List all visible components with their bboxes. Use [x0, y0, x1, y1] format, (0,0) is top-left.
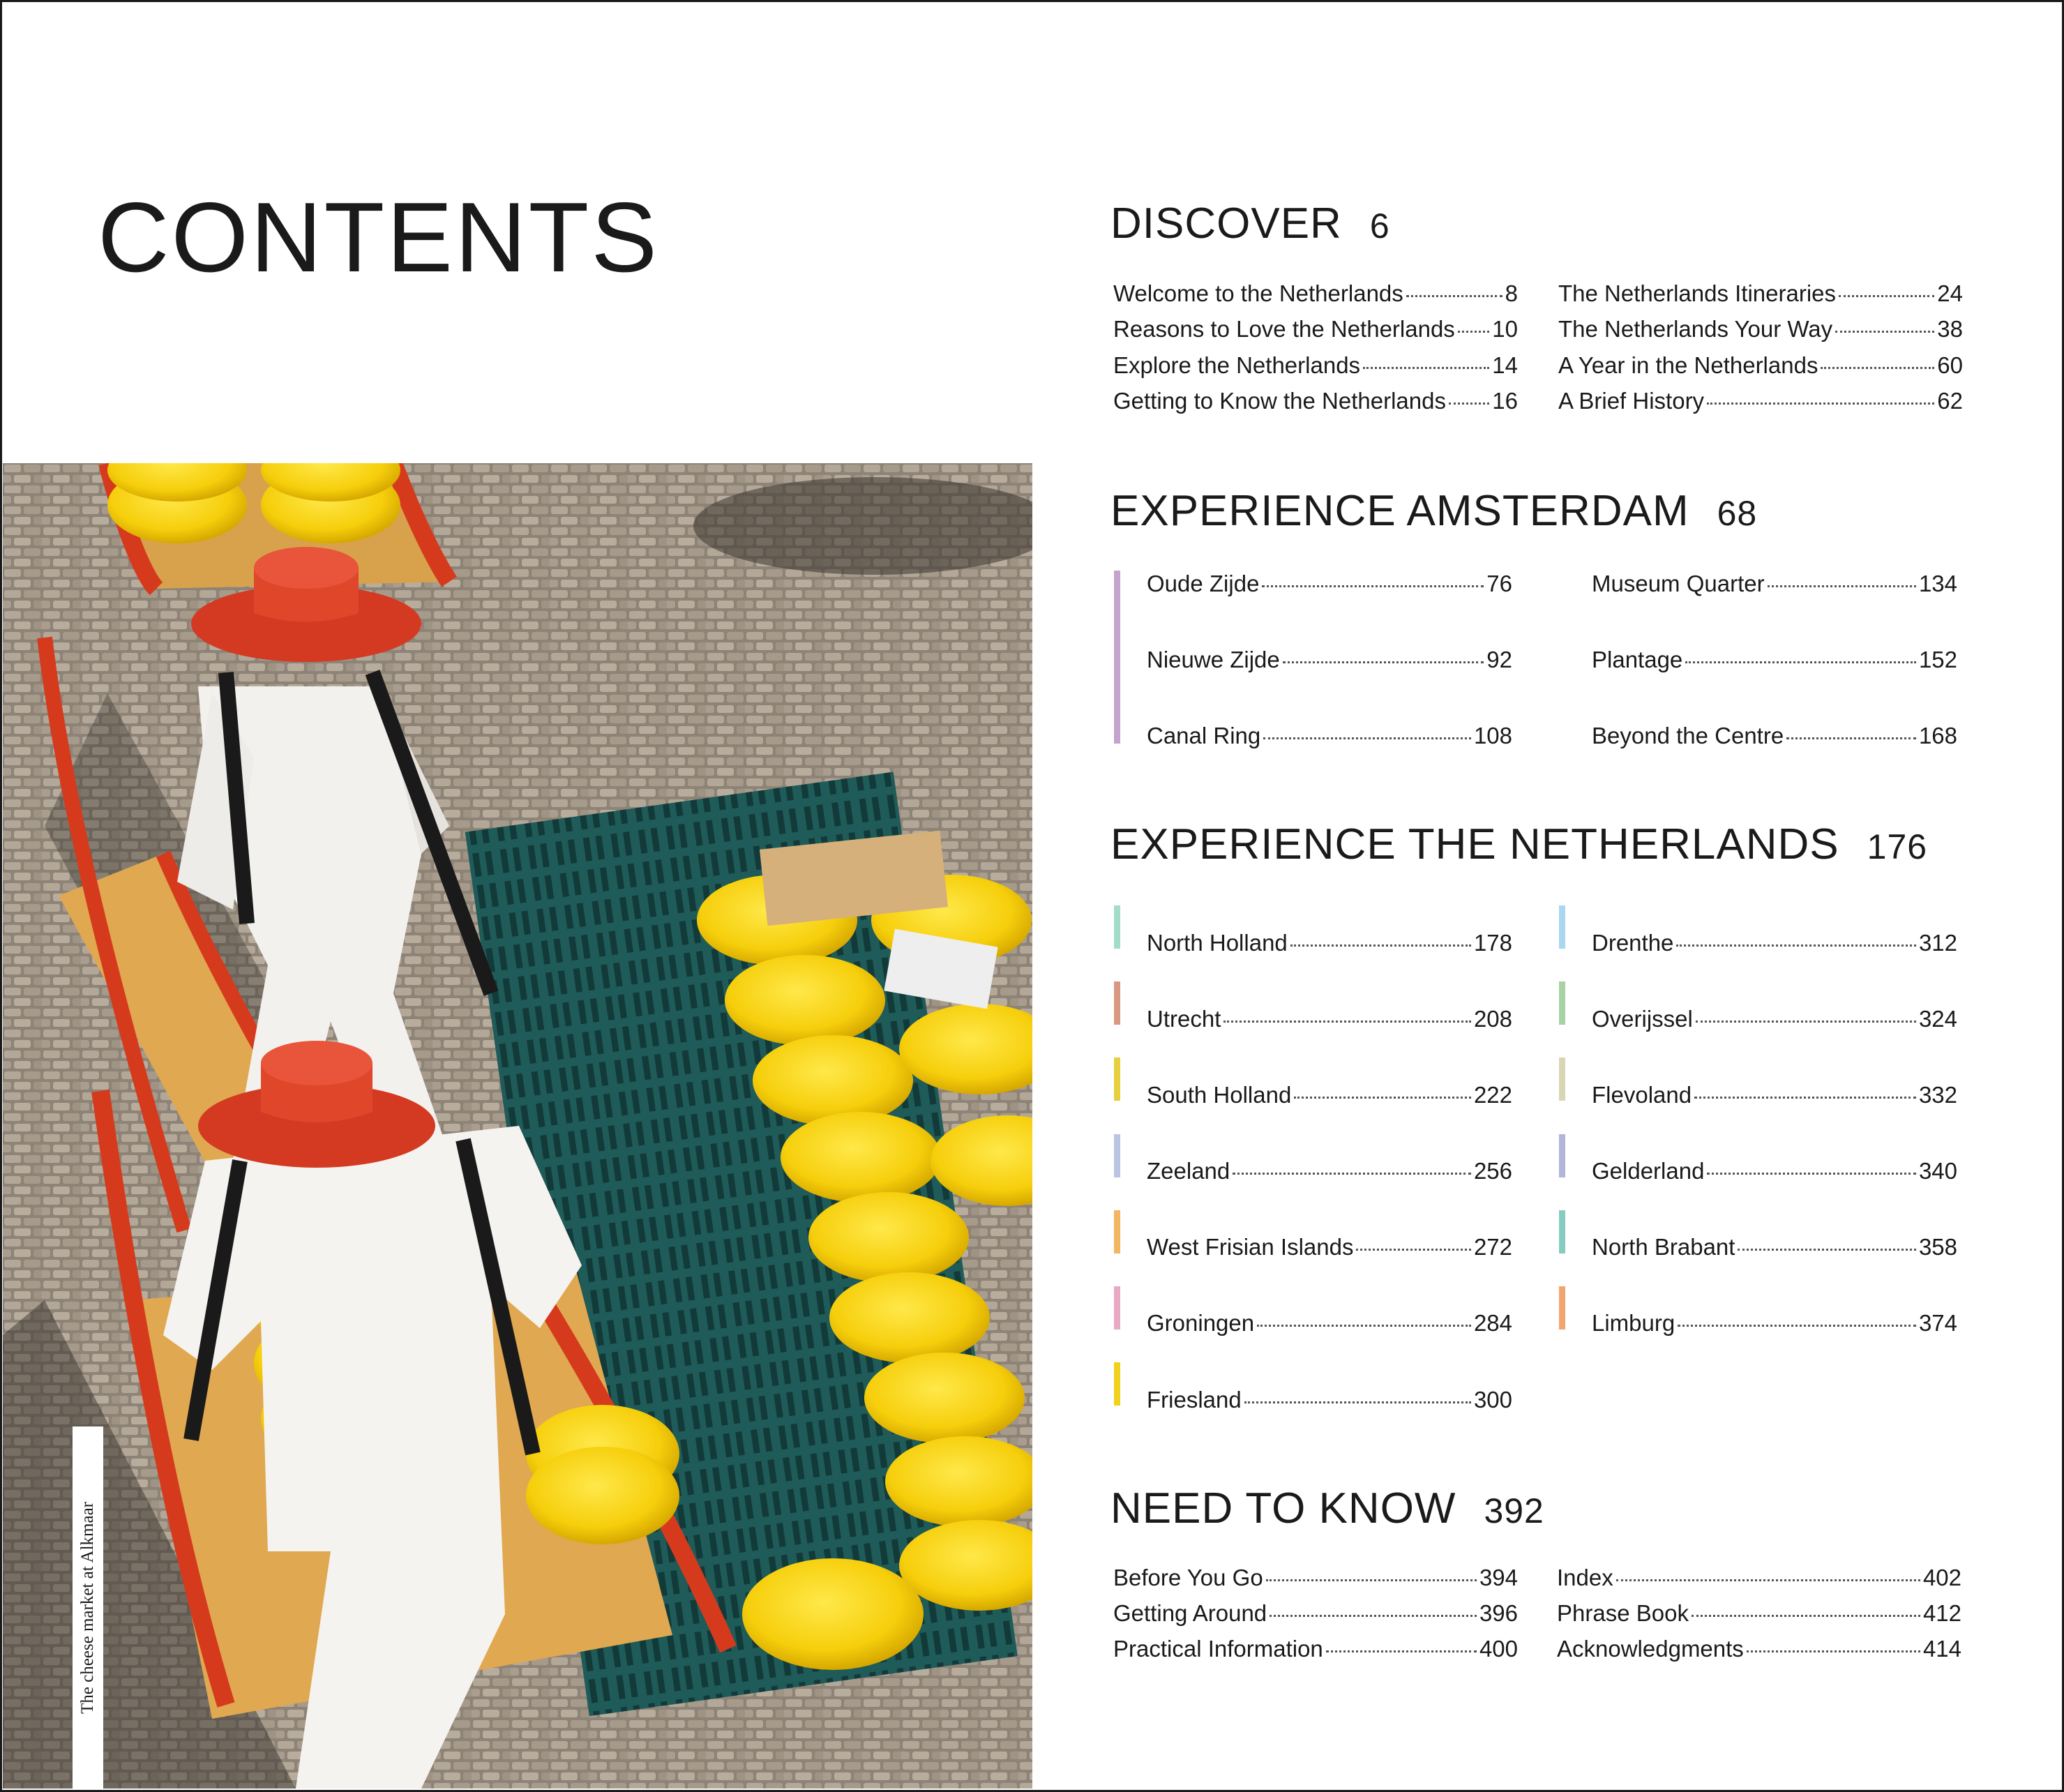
leader-dots	[1356, 1249, 1470, 1251]
section-netherlands-title: EXPERIENCE THE NETHERLANDS	[1110, 820, 1839, 868]
toc-entry-page: 272	[1473, 1234, 1512, 1260]
toc-entry-page: 358	[1918, 1234, 1957, 1260]
toc-entry-label: Explore the Netherlands	[1113, 352, 1361, 378]
toc-entry-page: 178	[1473, 930, 1512, 956]
toc-entry[interactable]	[1557, 1634, 1961, 1664]
toc-entry[interactable]	[1113, 314, 1518, 345]
toc-entry-label: Beyond the Centre	[1592, 723, 1784, 748]
leader-dots	[1262, 585, 1484, 587]
toc-entry-label: North Holland	[1147, 930, 1288, 956]
leader-dots	[1290, 944, 1471, 947]
south-holland-color-bar	[1114, 1057, 1120, 1101]
toc-entry-label: The Netherlands Your Way	[1558, 316, 1833, 342]
toc-entry-label: Overijssel	[1592, 1006, 1693, 1032]
leader-dots	[1821, 367, 1934, 369]
flevoland-color-bar	[1559, 1057, 1565, 1101]
toc-entry[interactable]	[1147, 1232, 1512, 1263]
amsterdam-color-bar	[1114, 571, 1120, 744]
leader-dots	[1263, 737, 1471, 739]
toc-entry-page: 10	[1492, 316, 1518, 342]
leader-dots	[1676, 944, 1916, 947]
limburg-color-bar	[1559, 1286, 1565, 1330]
toc-entry[interactable]	[1558, 314, 1963, 345]
overijssel-color-bar	[1559, 981, 1565, 1025]
toc-entry-label: Groningen	[1147, 1310, 1255, 1336]
toc-entry-label: Plantage	[1592, 647, 1683, 672]
leader-dots	[1458, 331, 1489, 333]
leader-dots	[1707, 1173, 1915, 1175]
toc-entry[interactable]	[1113, 278, 1518, 309]
toc-entry[interactable]	[1592, 1308, 1957, 1339]
toc-entry[interactable]	[1113, 350, 1518, 381]
toc-entry[interactable]	[1592, 928, 1957, 958]
toc-entry[interactable]	[1113, 386, 1518, 416]
toc-entry-page: 396	[1479, 1600, 1518, 1626]
toc-entry[interactable]	[1557, 1598, 1961, 1629]
leader-dots	[1223, 1021, 1471, 1023]
toc-entry-page: 168	[1918, 723, 1957, 748]
leader-dots	[1696, 1021, 1916, 1023]
toc-entry[interactable]	[1557, 1563, 1961, 1593]
toc-entry-label: North Brabant	[1592, 1234, 1735, 1260]
toc-entry-label: Index	[1557, 1565, 1613, 1590]
toc-entry-page: 76	[1486, 571, 1512, 596]
gelderland-color-bar	[1559, 1134, 1565, 1177]
toc-entry-label: A Brief History	[1558, 388, 1705, 414]
leader-dots	[1406, 295, 1502, 297]
toc-entry[interactable]	[1147, 1080, 1512, 1110]
toc-entry-page: 108	[1473, 723, 1512, 748]
toc-entry[interactable]	[1558, 278, 1963, 309]
leader-dots	[1707, 402, 1934, 405]
photo-caption: The cheese market at Alkmaar	[78, 1501, 97, 1715]
toc-entry[interactable]	[1592, 645, 1957, 675]
page-title: CONTENTS	[98, 182, 659, 293]
toc-entry[interactable]	[1592, 1156, 1957, 1187]
cheese-market-photo	[3, 463, 1032, 1789]
toc-entry-page: 332	[1918, 1082, 1957, 1108]
toc-entry-page: 8	[1505, 280, 1518, 306]
leader-dots	[1839, 295, 1934, 297]
toc-entry-page: 400	[1479, 1636, 1518, 1662]
leader-dots	[1685, 661, 1916, 663]
toc-entry-label: Friesland	[1147, 1387, 1242, 1413]
toc-entry[interactable]	[1592, 1004, 1957, 1034]
toc-entry-page: 152	[1918, 647, 1957, 672]
toc-entry[interactable]	[1147, 569, 1512, 599]
toc-entry-label: West Frisian Islands	[1147, 1234, 1354, 1260]
leader-dots	[1326, 1650, 1477, 1652]
drenthe-color-bar	[1559, 905, 1565, 949]
toc-entry-label: Getting Around	[1113, 1600, 1267, 1626]
toc-entry[interactable]	[1147, 721, 1512, 751]
leader-dots	[1449, 402, 1489, 405]
toc-entry-label: Phrase Book	[1557, 1600, 1689, 1626]
toc-entry-page: 60	[1937, 352, 1963, 378]
toc-entry-page: 402	[1922, 1565, 1961, 1590]
toc-entry-page: 208	[1473, 1006, 1512, 1032]
leader-dots	[1692, 1615, 1920, 1617]
toc-entry-page: 394	[1479, 1565, 1518, 1590]
toc-entry[interactable]	[1147, 645, 1512, 675]
toc-entry-label: Oude Zijde	[1147, 571, 1260, 596]
toc-entry-label: The Netherlands Itineraries	[1558, 280, 1837, 306]
toc-entry-label: Flevoland	[1592, 1082, 1692, 1108]
leader-dots	[1294, 1097, 1471, 1099]
toc-entry[interactable]	[1113, 1634, 1518, 1664]
leader-dots	[1768, 585, 1916, 587]
leader-dots	[1363, 367, 1489, 369]
toc-entry[interactable]	[1147, 1004, 1512, 1034]
toc-entry-label: Reasons to Love the Netherlands	[1113, 316, 1455, 342]
leader-dots	[1747, 1650, 1920, 1652]
toc-entry[interactable]	[1592, 569, 1957, 599]
toc-entry-page: 16	[1492, 388, 1518, 414]
leader-dots	[1694, 1097, 1916, 1099]
toc-entry-label: A Year in the Netherlands	[1558, 352, 1818, 378]
section-amsterdam-heading	[1110, 487, 1758, 535]
toc-entry-label: Limburg	[1592, 1310, 1675, 1336]
section-discover-heading	[1110, 199, 1390, 248]
toc-entry[interactable]	[1592, 1232, 1957, 1263]
toc-entry-label: Drenthe	[1592, 930, 1674, 956]
leader-dots	[1270, 1615, 1477, 1617]
toc-entry-label: Practical Information	[1113, 1636, 1323, 1662]
toc-entry[interactable]	[1147, 928, 1512, 958]
section-need-to-know-page: 392	[1484, 1491, 1544, 1530]
section-netherlands-heading	[1110, 820, 1928, 868]
cheese-market-illustration	[3, 463, 1032, 1789]
zeeland-color-bar	[1114, 1134, 1120, 1177]
toc-entry-page: 256	[1473, 1158, 1512, 1184]
toc-entry[interactable]	[1558, 386, 1963, 416]
toc-entry-page: 412	[1922, 1600, 1961, 1626]
toc-entry[interactable]	[1113, 1598, 1518, 1629]
leader-dots	[1266, 1579, 1477, 1581]
toc-entry-page: 222	[1473, 1082, 1512, 1108]
leader-dots	[1283, 661, 1484, 663]
section-need-to-know-heading	[1110, 1484, 1544, 1533]
leader-dots	[1678, 1325, 1916, 1327]
toc-entry[interactable]	[1113, 1563, 1518, 1593]
toc-entry-page: 92	[1486, 647, 1512, 672]
toc-entry[interactable]	[1147, 1156, 1512, 1187]
toc-entry-page: 24	[1937, 280, 1963, 306]
section-need-to-know-title: NEED TO KNOW	[1110, 1484, 1456, 1533]
toc-entry-label: Getting to Know the Netherlands	[1113, 388, 1446, 414]
toc-entry-label: Gelderland	[1592, 1158, 1705, 1184]
leader-dots	[1233, 1173, 1471, 1175]
toc-entry-page: 414	[1922, 1636, 1961, 1662]
toc-entry-page: 340	[1918, 1158, 1957, 1184]
utrecht-color-bar	[1114, 981, 1120, 1025]
toc-entry[interactable]	[1558, 350, 1963, 381]
section-amsterdam-title: EXPERIENCE AMSTERDAM	[1110, 487, 1689, 535]
toc-entry[interactable]	[1147, 1308, 1512, 1339]
toc-entry-label: Zeeland	[1147, 1158, 1230, 1184]
toc-entry-page: 324	[1918, 1006, 1957, 1032]
toc-entry-page: 374	[1918, 1310, 1957, 1336]
toc-entry-label: Before You Go	[1113, 1565, 1263, 1590]
toc-entry-label: Museum Quarter	[1592, 571, 1765, 596]
section-discover-page: 6	[1369, 206, 1390, 246]
north-brabant-color-bar	[1559, 1210, 1565, 1253]
toc-entry-page: 312	[1918, 930, 1957, 956]
toc-entry-label: Utrecht	[1147, 1006, 1221, 1032]
toc-entry-label: South Holland	[1147, 1082, 1292, 1108]
toc-entry-label: Acknowledgments	[1557, 1636, 1744, 1662]
leader-dots	[1244, 1401, 1471, 1403]
leader-dots	[1616, 1579, 1920, 1581]
toc-entry-label: Welcome to the Netherlands	[1113, 280, 1403, 306]
toc-entry-page: 300	[1473, 1387, 1512, 1413]
toc-entry[interactable]	[1592, 1080, 1957, 1110]
toc-entry-label: Canal Ring	[1147, 723, 1261, 748]
toc-entry-page: 14	[1492, 352, 1518, 378]
north-holland-color-bar	[1114, 905, 1120, 949]
section-discover-title: DISCOVER	[1110, 199, 1342, 248]
leader-dots	[1786, 737, 1916, 739]
section-amsterdam-page: 68	[1717, 494, 1758, 533]
toc-entry-label: Nieuwe Zijde	[1147, 647, 1280, 672]
toc-entry[interactable]	[1592, 721, 1957, 751]
toc-entry[interactable]	[1147, 1385, 1512, 1415]
west-frisian-islands-color-bar	[1114, 1210, 1120, 1253]
leader-dots	[1738, 1249, 1915, 1251]
toc-entry-page: 284	[1473, 1310, 1512, 1336]
leader-dots	[1835, 331, 1934, 333]
groningen-color-bar	[1114, 1286, 1120, 1330]
toc-entry-page: 38	[1937, 316, 1963, 342]
section-netherlands-page: 176	[1867, 827, 1928, 866]
friesland-color-bar	[1114, 1362, 1120, 1406]
toc-entry-page: 62	[1937, 388, 1963, 414]
leader-dots	[1257, 1325, 1471, 1327]
toc-entry-page: 134	[1918, 571, 1957, 596]
